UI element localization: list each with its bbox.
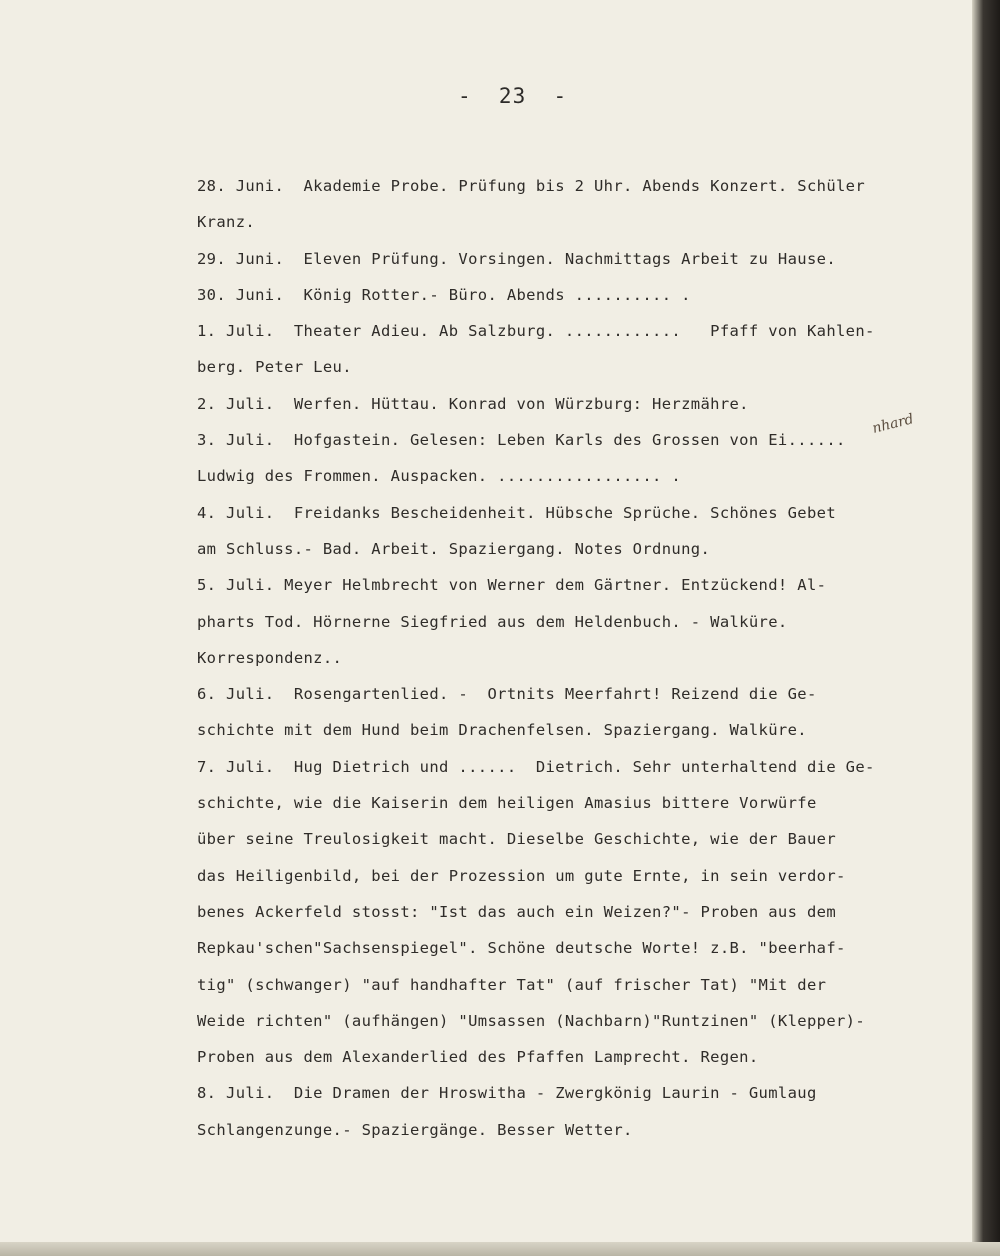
text-line: 8. Juli. Die Dramen der Hroswitha - Zwergkönig Laurin - Gumlaug (197, 1084, 817, 1103)
text-line: 4. Juli. Freidanks Bescheidenheit. Hübsche Sprüche. Schönes Gebet (197, 503, 836, 522)
page-edge-shadow (972, 0, 1000, 1256)
text-line: 3. Juli. Hofgastein. Gelesen: Leben Karls des Grossen von Ei...... (197, 431, 846, 450)
text-line: Schlangenzunge.- Spaziergänge. Besser Wetter. (197, 1120, 633, 1139)
text-line: 30. Juni. König Rotter.- Büro. Abends .......... . (197, 285, 691, 304)
text-line: tig" (schwanger) "auf handhafter Tat" (auf frischer Tat) "Mit der (197, 975, 827, 994)
text-line: Kranz. (197, 213, 256, 232)
text-line: Korrespondenz.. (197, 648, 343, 667)
text-line: 1. Juli. Theater Adieu. Ab Salzburg. ............ Pfaff von Kahlen- (197, 322, 875, 341)
page-bottom-edge (0, 1242, 1000, 1256)
text-line: Proben aus dem Alexanderlied des Pfaffen Lamprecht. Regen. (197, 1048, 759, 1067)
text-line: über seine Treulosigkeit macht. Dieselbe Geschichte, wie der Bauer (197, 830, 836, 849)
text-line: am Schluss.- Bad. Arbeit. Spaziergang. Notes Ordnung. (197, 539, 711, 558)
text-line: benes Ackerfeld stosst: "Ist das auch ein Weizen?"- Proben aus dem (197, 902, 836, 921)
text-line: schichte, wie die Kaiserin dem heiligen Amasius bittere Vorwürfe (197, 794, 817, 813)
text-line: pharts Tod. Hörnerne Siegfried aus dem Heldenbuch. - Walküre. (197, 612, 788, 631)
text-line: das Heiligenbild, bei der Prozession um gute Ernte, in sein verdor- (197, 866, 846, 885)
text-line: 6. Juli. Rosengartenlied. - Ortnits Meerfahrt! Reizend die Ge- (197, 685, 817, 704)
text-line: 28. Juni. Akademie Probe. Prüfung bis 2 Uhr. Abends Konzert. Schüler (197, 177, 866, 195)
diary-text (197, 168, 977, 1148)
text-line: Repkau'schen"Sachsenspiegel". Schöne deutsche Worte! z.B. "beerhaf- (197, 939, 846, 958)
text-line: 7. Juli. Hug Dietrich und ...... Dietrich. Sehr unterhaltend die Ge- (197, 757, 875, 776)
text-line: berg. Peter Leu. (197, 358, 352, 377)
text-line: Weide richten" (aufhängen) "Umsassen (Nachbarn)"Runtzinen" (Klepper)- (197, 1011, 866, 1030)
text-line: 29. Juni. Eleven Prüfung. Vorsingen. Nachmittags Arbeit zu Hause. (197, 249, 836, 268)
text-line: Ludwig des Frommen. Auspacken. ................. . (197, 467, 682, 486)
text-line: 2. Juli. Werfen. Hüttau. Konrad von Würzburg: Herzmähre. (197, 394, 749, 413)
page-number: - 23 - (458, 84, 568, 108)
handwritten-annotation: nhard (870, 411, 916, 437)
text-line: schichte mit dem Hund beim Drachenfelsen. Spaziergang. Walküre. (197, 721, 807, 740)
text-line: 5. Juli. Meyer Helmbrecht von Werner dem Gärtner. Entzückend! Al- (197, 576, 827, 595)
